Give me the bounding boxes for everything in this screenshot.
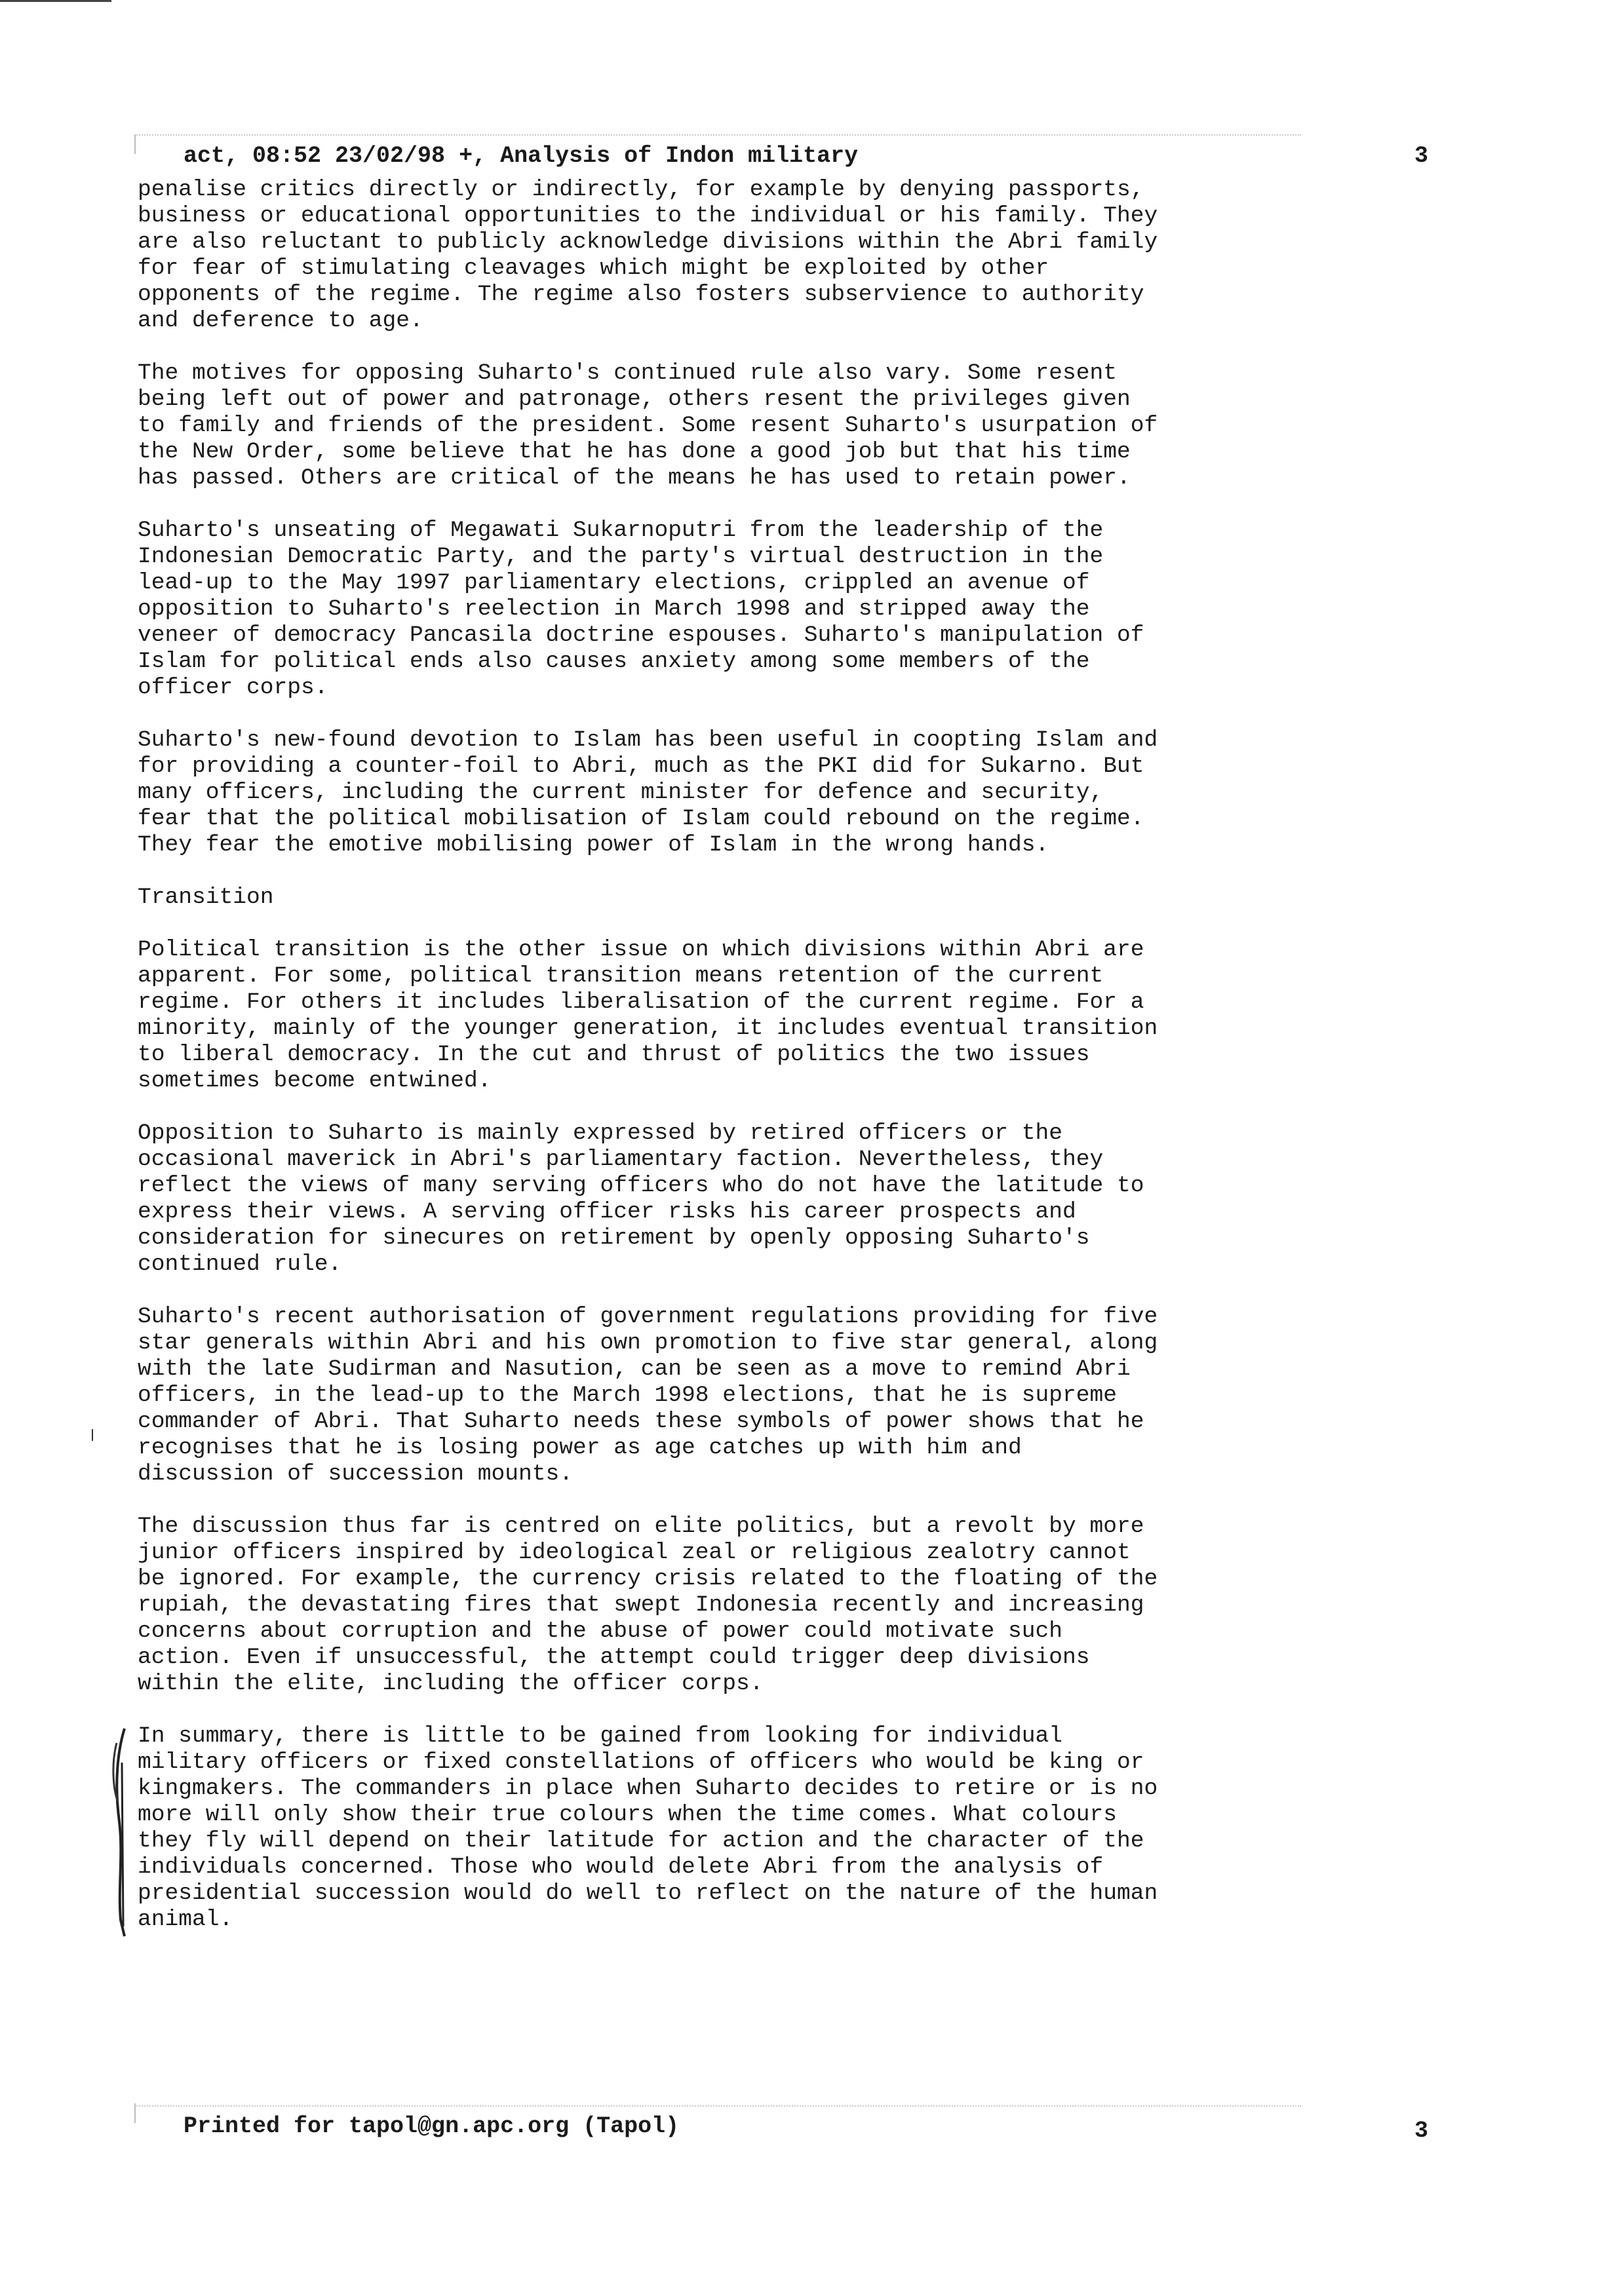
text-line: officers, in the lead-up to the March 1998 elections, that he is supreme bbox=[138, 1383, 1118, 1408]
text-line: for providing a counter-foil to Abri, much as the PKI did for Sukarno. But bbox=[138, 754, 1144, 779]
footer-page-number: 3 bbox=[1414, 2118, 1429, 2144]
text-line: military officers or fixed constellations of officers who would be king or bbox=[138, 1750, 1144, 1775]
paragraph bbox=[138, 1514, 1396, 1697]
paragraph bbox=[138, 518, 1396, 701]
text-line: minority, mainly of the younger generation, it includes eventual transition bbox=[138, 1016, 1158, 1041]
text-line: Islam for political ends also causes anxiety among some members of the bbox=[138, 649, 1090, 674]
text-line: concerns about corruption and the abuse of power could motivate such bbox=[138, 1618, 1063, 1644]
text-line: express their views. A serving officer risks his career prospects and bbox=[138, 1199, 1076, 1225]
text-line: action. Even if unsuccessful, the attempt could trigger deep divisions bbox=[138, 1645, 1090, 1670]
text-line: has passed. Others are critical of the means he has used to retain power. bbox=[138, 465, 1131, 491]
text-line: commander of Abri. That Suharto needs these symbols of power shows that he bbox=[138, 1409, 1144, 1434]
text-line: being left out of power and patronage, others resent the privileges given bbox=[138, 387, 1131, 412]
text-line: the New Order, some believe that he has done a good job but that his time bbox=[138, 439, 1131, 465]
header-rule bbox=[134, 134, 1301, 136]
text-line: regime. For others it includes liberalisation of the current regime. For a bbox=[138, 989, 1144, 1015]
text-line: apparent. For some, political transition means retention of the current bbox=[138, 963, 1104, 989]
paragraph bbox=[138, 1304, 1396, 1487]
text-line: Opposition to Suharto is mainly expressed by retired officers or the bbox=[138, 1120, 1063, 1146]
paragraph bbox=[138, 177, 1396, 334]
text-line: for fear of stimulating cleavages which might be exploited by other bbox=[138, 256, 1049, 281]
text-line: Suharto's recent authorisation of government regulations providing for five bbox=[138, 1304, 1158, 1330]
text-line: recognises that he is losing power as age catches up with him and bbox=[138, 1435, 1022, 1461]
paragraph bbox=[138, 727, 1396, 858]
text-line: continued rule. bbox=[138, 1252, 342, 1277]
header-title: act, 08:52 23/02/98 +, Analysis of Indon military bbox=[184, 143, 859, 169]
text-line: Indonesian Democratic Party, and the party's virtual destruction in the bbox=[138, 544, 1104, 569]
text-line: many officers, including the current minister for defence and security, bbox=[138, 780, 1104, 805]
text-line: veneer of democracy Pancasila doctrine espouses. Suharto's manipulation of bbox=[138, 622, 1144, 648]
footer-rule bbox=[134, 2105, 1301, 2107]
header-page-number: 3 bbox=[1414, 143, 1429, 169]
header-tick bbox=[134, 134, 136, 154]
paragraph bbox=[138, 360, 1396, 491]
text-line: they fly will depend on their latitude for action and the character of the bbox=[138, 1828, 1144, 1854]
text-line: to liberal democracy. In the cut and thrust of politics the two issues bbox=[138, 1042, 1090, 1067]
text-line: are also reluctant to publicly acknowledge divisions within the Abri family bbox=[138, 229, 1158, 255]
text-line: be ignored. For example, the currency crisis related to the floating of the bbox=[138, 1566, 1158, 1592]
section-heading bbox=[138, 885, 1396, 911]
text-line: within the elite, including the officer corps. bbox=[138, 1671, 764, 1696]
text-line: Transition bbox=[138, 885, 274, 910]
text-line: star generals within Abri and his own promotion to five star general, along bbox=[138, 1330, 1158, 1356]
text-line: rupiah, the devastating fires that swept Indonesia recently and increasing bbox=[138, 1592, 1144, 1618]
text-line: presidential succession would do well to reflect on the nature of the human bbox=[138, 1881, 1158, 1906]
text-line: The motives for opposing Suharto's continued rule also vary. Some resent bbox=[138, 360, 1118, 386]
text-line: The discussion thus far is centred on elite politics, but a revolt by more bbox=[138, 1514, 1144, 1539]
text-line: penalise critics directly or indirectly, for example by denying passports, bbox=[138, 177, 1144, 202]
text-line: opposition to Suharto's reelection in March 1998 and stripped away the bbox=[138, 596, 1090, 622]
text-line: more will only show their true colours when the time comes. What colours bbox=[138, 1802, 1118, 1827]
footer-tick bbox=[134, 2103, 136, 2123]
text-line: and deference to age. bbox=[138, 308, 423, 334]
text-line: individuals concerned. Those who would delete Abri from the analysis of bbox=[138, 1854, 1104, 1880]
text-line: reflect the views of many serving officers who do not have the latitude to bbox=[138, 1173, 1144, 1198]
text-line: officer corps. bbox=[138, 675, 328, 700]
footer-printed-for: Printed for tapol@gn.apc.org (Tapol) bbox=[184, 2113, 680, 2139]
margin-bracket-mark bbox=[105, 1723, 131, 1940]
text-line: They fear the emotive mobilising power of Islam in the wrong hands. bbox=[138, 832, 1049, 858]
paragraph bbox=[138, 1120, 1396, 1278]
text-line: business or educational opportunities to the individual or his family. They bbox=[138, 203, 1158, 229]
text-line: sometimes become entwined. bbox=[138, 1068, 492, 1094]
scan-artifact-line bbox=[0, 0, 111, 2]
text-line: to family and friends of the president. Some resent Suharto's usurpation of bbox=[138, 413, 1158, 438]
text-line: Suharto's new-found devotion to Islam has been useful in coopting Islam and bbox=[138, 727, 1158, 753]
text-line: junior officers inspired by ideological zeal or religious zealotry cannot bbox=[138, 1540, 1131, 1565]
text-line: animal. bbox=[138, 1907, 233, 1932]
text-line: opponents of the regime. The regime also fosters subservience to authority bbox=[138, 282, 1144, 307]
text-line: kingmakers. The commanders in place when Suharto decides to retire or is no bbox=[138, 1776, 1158, 1801]
text-line: In summary, there is little to be gained from looking for individual bbox=[138, 1723, 1063, 1749]
text-line: consideration for sinecures on retirement by openly opposing Suharto's bbox=[138, 1225, 1090, 1251]
text-line: Suharto's unseating of Megawati Sukarnoputri from the leadership of the bbox=[138, 518, 1104, 543]
text-line: lead-up to the May 1997 parliamentary elections, crippled an avenue of bbox=[138, 570, 1090, 596]
document-body bbox=[138, 177, 1396, 1959]
text-line: occasional maverick in Abri's parliamentary faction. Nevertheless, they bbox=[138, 1147, 1104, 1172]
stray-mark bbox=[90, 1428, 94, 1442]
paragraph bbox=[138, 1723, 1396, 1933]
text-line: discussion of succession mounts. bbox=[138, 1461, 574, 1487]
text-line: with the late Sudirman and Nasution, can be seen as a move to remind Abri bbox=[138, 1356, 1131, 1382]
paragraph bbox=[138, 937, 1396, 1094]
text-line: Political transition is the other issue on which divisions within Abri are bbox=[138, 937, 1144, 963]
text-line: fear that the political mobilisation of Islam could rebound on the regime. bbox=[138, 806, 1144, 832]
